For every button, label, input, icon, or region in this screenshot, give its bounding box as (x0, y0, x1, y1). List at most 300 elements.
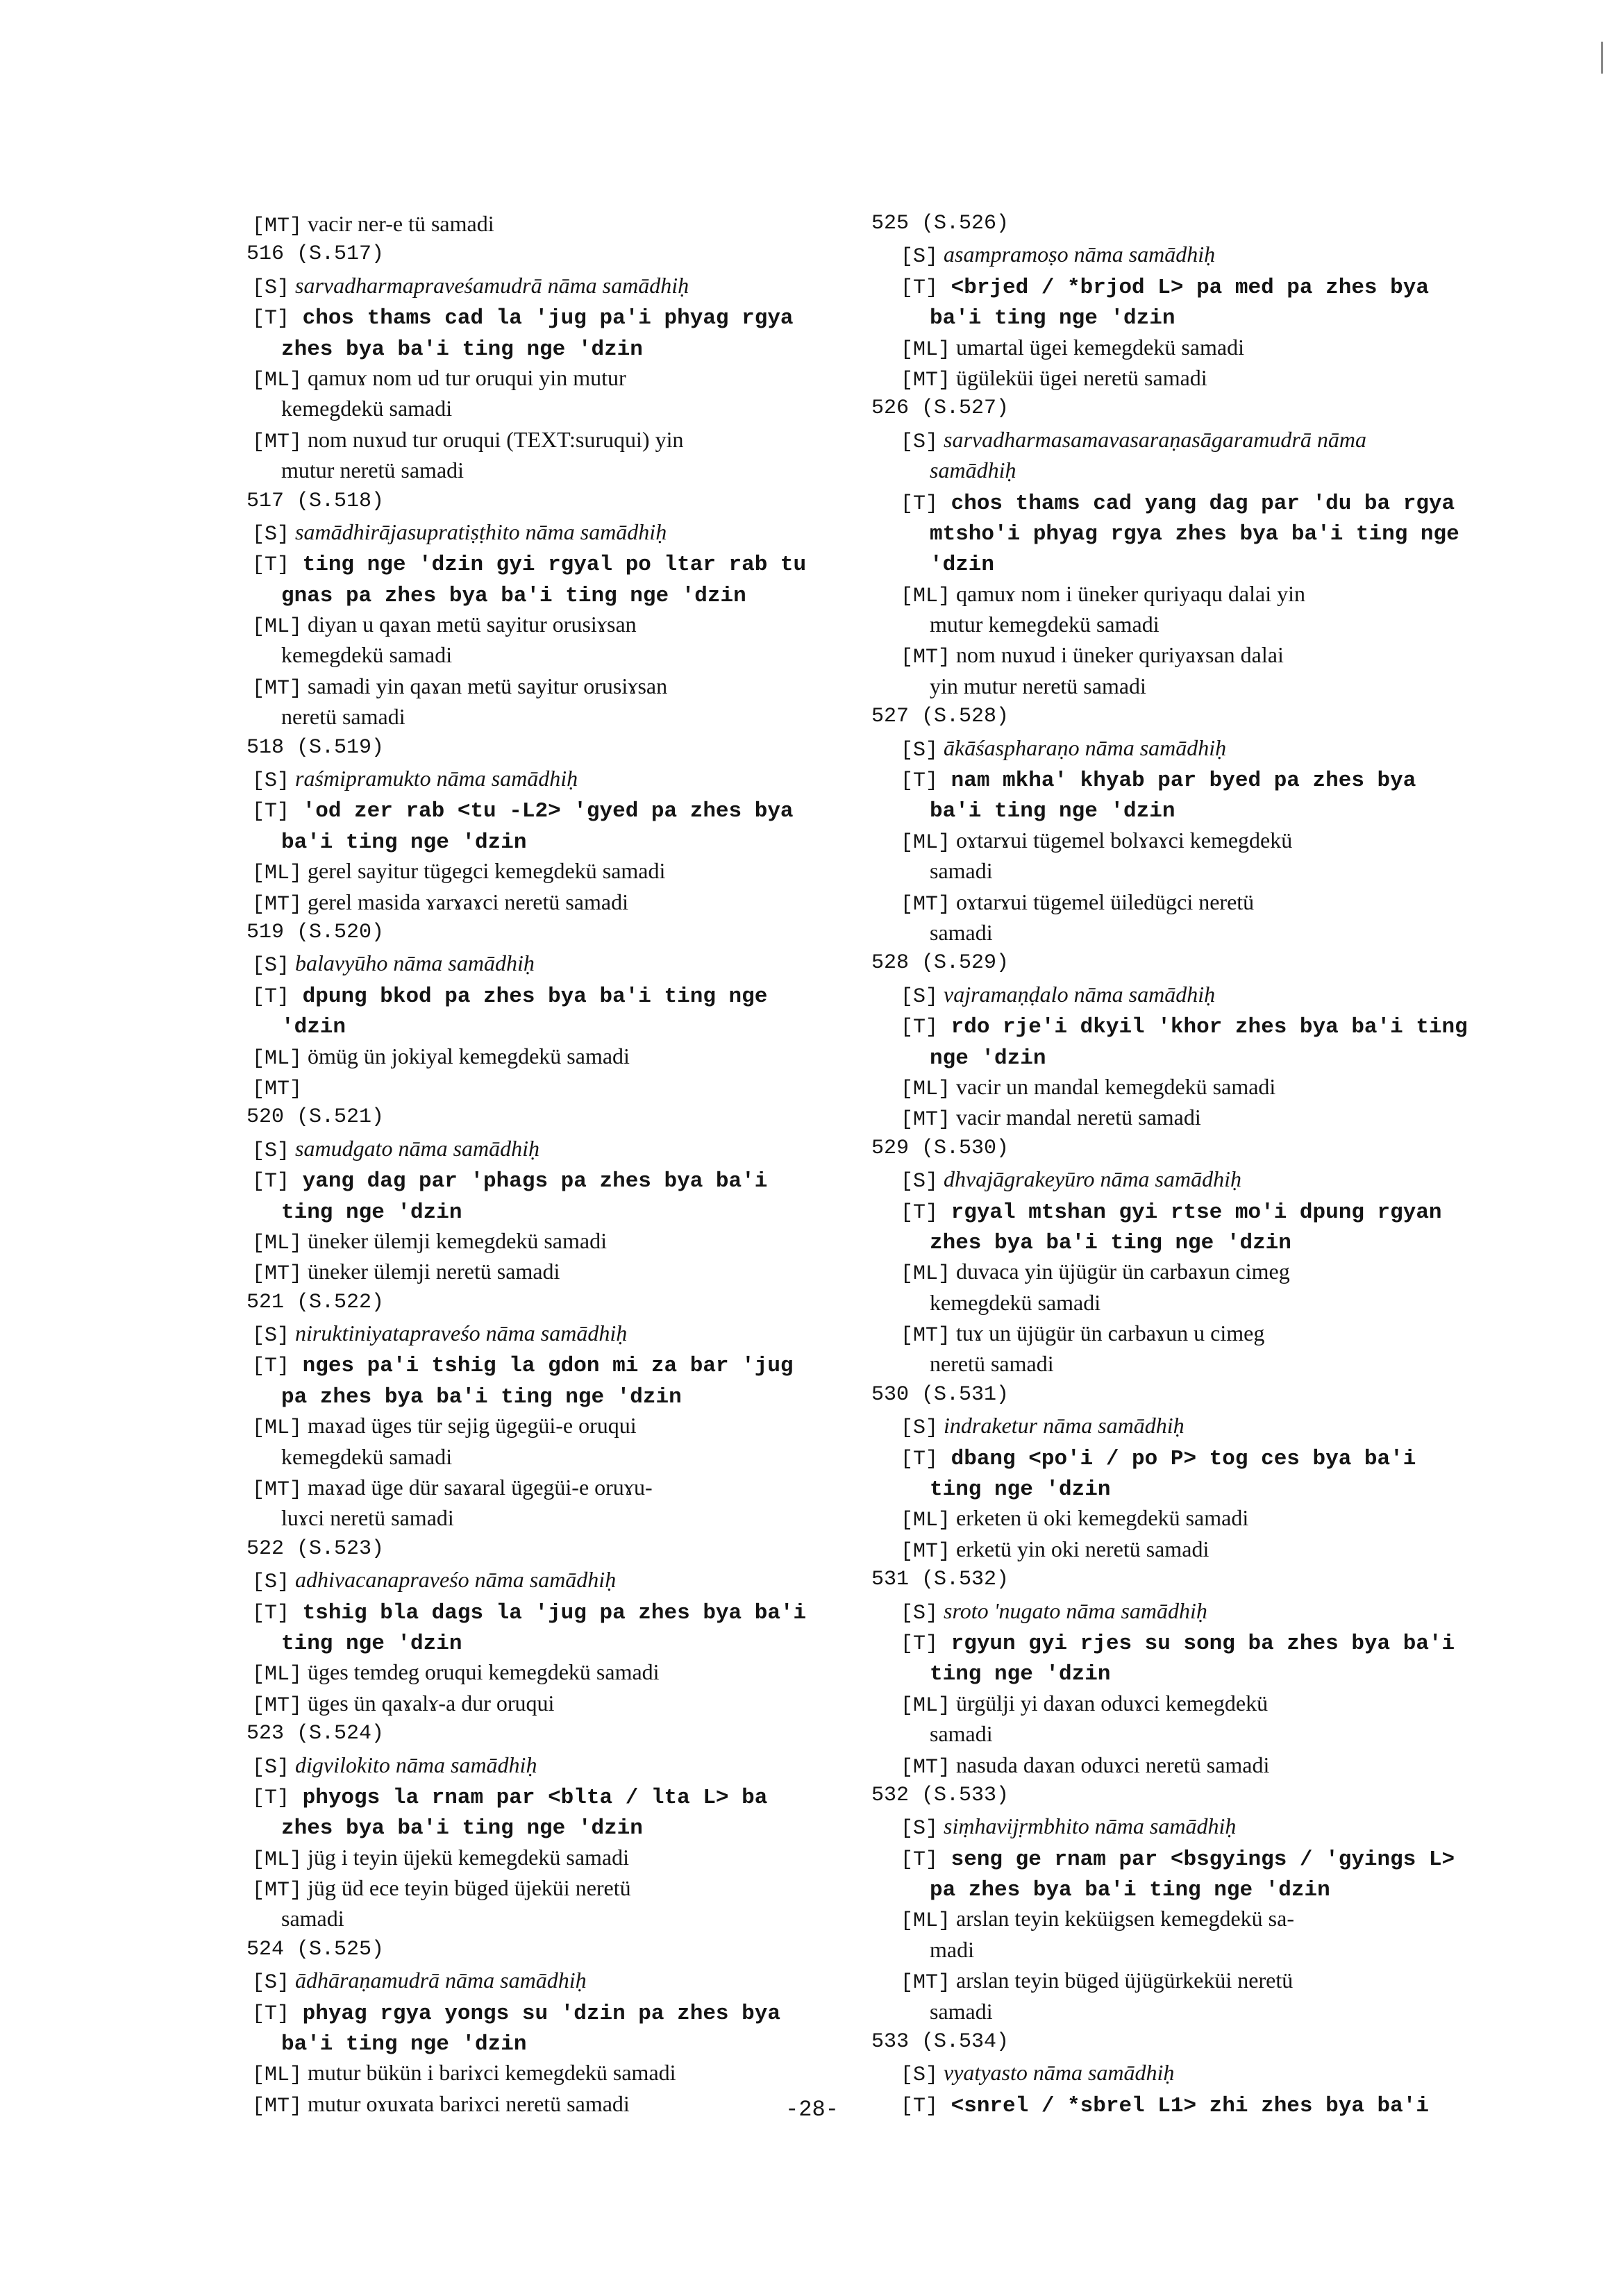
field-tag: [T] (901, 1632, 939, 1656)
field-line-mt (246, 1071, 837, 1102)
field-tag: [ML] (901, 1262, 951, 1287)
field-tag: [ML] (901, 1077, 951, 1101)
continuation-line (871, 517, 1482, 547)
line-text: ba'i ting nge 'dzin (281, 2032, 527, 2057)
field-tag: [S] (901, 984, 939, 1009)
continuation-line (871, 1348, 1482, 1379)
line-text: ömüg ün jokiyal kemegdekü samadi (302, 1043, 630, 1069)
continuation-line (246, 1380, 837, 1410)
line-text: sroto 'nugato nāma samādhiḥ (938, 1598, 1207, 1623)
field-tag: [S] (901, 245, 939, 269)
field-tag: [MT] (252, 1693, 303, 1718)
line-text: zhes bya ba'i ting nge 'dzin (281, 337, 643, 362)
line-text: ting nge 'dzin gyi rgyal po ltar rab tu (290, 553, 807, 578)
continuation-line (246, 701, 837, 732)
entry-number: 518 (S.519) (246, 735, 385, 760)
field-tag: [MT] (252, 1077, 303, 1101)
line-text: arslan teyin büged üjügürkeküi neretü (951, 1968, 1294, 1993)
continuation-line (871, 794, 1482, 824)
line-text: dpung bkod pa zhes bya ba'i ting nge (290, 984, 768, 1009)
entry-number: 528 (S.529) (871, 951, 1010, 975)
line-text: luɤci neretü samadi (281, 1505, 454, 1531)
continuation-line (246, 1441, 837, 1472)
line-text: mutur oɤuɤata bariɤci neretü samadi (302, 2090, 630, 2116)
field-line-mt (871, 887, 1482, 917)
field-tag: [ML] (252, 1663, 303, 1687)
line-text: neretü samadi (281, 704, 405, 730)
field-line-t (246, 1595, 837, 1626)
field-line-t (246, 1780, 837, 1811)
field-tag: [MT] (901, 1539, 951, 1564)
field-line-ml (246, 609, 837, 639)
line-text: ādhāraṇamudrā nāma samādhiḥ (290, 1968, 587, 1993)
line-text: <brjed / *brjod L> pa med pa zhes bya (938, 275, 1429, 300)
field-line-s (871, 1811, 1482, 1841)
field-line-t (871, 1441, 1482, 1472)
field-line-s (871, 239, 1482, 269)
continuation-line (246, 455, 837, 485)
entry-number: 530 (S.531) (871, 1382, 1010, 1407)
continuation-line (246, 1009, 837, 1040)
field-tag: [ML] (252, 368, 303, 392)
continuation-line (246, 393, 837, 424)
line-text: diyan u qaɤan metü sayitur orusiɤsan (302, 612, 637, 637)
line-text: samadi (930, 1998, 993, 2024)
field-tag: [S] (252, 769, 290, 794)
field-tag: [ML] (252, 1046, 303, 1071)
line-text: ürgülji yi daɤan oduɤci kemegdekü (951, 1690, 1269, 1716)
field-tag: [S] (901, 430, 939, 454)
field-tag: [S] (901, 1601, 939, 1625)
field-tag: [T] (252, 553, 290, 578)
field-line-mt (246, 424, 837, 455)
line-text: mutur bükün i bariɤci kemegdekü samadi (302, 2060, 676, 2086)
field-tag: [MT] (252, 676, 303, 701)
field-tag: [MT] (901, 1324, 951, 1348)
line-text: adhivacanapraveśo nāma samādhiḥ (290, 1567, 617, 1593)
continuation-line (871, 547, 1482, 578)
line-text: samadi (930, 1721, 993, 1747)
field-tag: [T] (901, 276, 939, 300)
continuation-line (871, 609, 1482, 639)
line-text: nge 'dzin (930, 1046, 1046, 1071)
entry-number: 517 (S.518) (246, 489, 385, 513)
field-line-ml (871, 332, 1482, 362)
continuation-line (246, 578, 837, 609)
line-text: zhes bya ba'i ting nge 'dzin (930, 1230, 1291, 1255)
entry-number: 531 (S.532) (871, 1568, 1010, 1592)
continuation-line (871, 1041, 1482, 1071)
field-line-ml (246, 2057, 837, 2088)
field-line-ml (246, 1410, 837, 1441)
field-tag: [T] (901, 492, 939, 516)
continuation-line (246, 1626, 837, 1657)
line-text: 'od zer rab <tu -L2> 'gyed pa zhes bya (290, 799, 794, 824)
continuation-line (871, 301, 1482, 331)
field-line-t (871, 1009, 1482, 1040)
field-tag: [ML] (901, 584, 951, 608)
field-line-mt (871, 1318, 1482, 1348)
continuation-line (246, 1903, 837, 1934)
field-tag: [S] (252, 954, 290, 978)
field-line-t (246, 979, 837, 1009)
line-text: jüg üd ece teyin büged üjeküi neretü (302, 1875, 631, 1901)
line-text: qamuɤ nom ud tur oruqui yin mutur (302, 364, 626, 390)
field-line-ml (871, 1256, 1482, 1287)
continuation-line (871, 1472, 1482, 1502)
field-line-t (871, 1626, 1482, 1657)
field-tag: [MT] (252, 215, 303, 238)
continuation-line (871, 1934, 1482, 1965)
field-tag: [T] (252, 800, 290, 824)
line-text: üneker ülemji kemegdekü samadi (302, 1227, 607, 1253)
continuation-line (871, 1657, 1482, 1687)
field-line-t (871, 763, 1482, 794)
field-tag: [S] (252, 1324, 290, 1348)
field-line-s (871, 732, 1482, 763)
line-text: sarvadharmapraveśamudrā nāma samādhiḥ (290, 272, 689, 298)
continuation-line (871, 1287, 1482, 1318)
line-text: rgyal mtshan gyi rtse mo'i dpung rgyan (938, 1200, 1442, 1225)
line-text: ākāśaspharaṇo nāma samādhiḥ (938, 735, 1227, 760)
field-tag: [T] (252, 307, 290, 331)
field-line-t (246, 1164, 837, 1194)
field-tag: [ML] (252, 1231, 303, 1255)
field-line-s (246, 270, 837, 301)
line-text: samādhiḥ (930, 458, 1016, 483)
field-line-ml (871, 578, 1482, 609)
field-tag: [T] (252, 1170, 290, 1194)
line-text: ting nge 'dzin (930, 1662, 1111, 1687)
entry-number: 522 (S.523) (246, 1536, 385, 1561)
line-text: gnas pa zhes bya ba'i ting nge 'dzin (281, 583, 746, 608)
field-line-s (246, 948, 837, 978)
field-line-mt (246, 671, 837, 701)
field-line-t (246, 1348, 837, 1379)
field-line-mt (246, 1472, 837, 1502)
field-line-mt (246, 1872, 837, 1903)
field-line-ml (871, 1903, 1482, 1934)
line-text: 'dzin (281, 1015, 346, 1040)
field-line-ml (246, 1842, 837, 1872)
line-text: tuɤ un üjügür ün carbaɤun u cimeg (951, 1321, 1265, 1346)
line-text: kemegdekü samadi (281, 396, 453, 421)
line-text: dbang <po'i / po P> tog ces bya ba'i (938, 1446, 1416, 1471)
line-text: kemegdekü samadi (930, 1289, 1101, 1315)
left-column (246, 208, 837, 2119)
line-text: üneker ülemji neretü samadi (302, 1259, 560, 1284)
entry-number: 520 (S.521) (246, 1105, 385, 1130)
continuation-line (246, 332, 837, 362)
field-tag: [ML] (252, 1416, 303, 1441)
field-tag: [S] (252, 522, 290, 546)
field-tag: [ML] (901, 1509, 951, 1533)
line-text: balavyūho nāma samādhiḥ (290, 950, 535, 976)
field-tag: [T] (252, 1601, 290, 1625)
line-text: üges temdeg oruqui kemegdekü samadi (302, 1659, 660, 1685)
continuation-line (246, 639, 837, 670)
line-text: arslan teyin keküigsen kemegdekü sa- (951, 1906, 1294, 1932)
entry-number: 521 (S.522) (246, 1290, 385, 1314)
line-text: niruktiniyatapraveśo nāma samādhiḥ (290, 1321, 628, 1346)
line-text: sarvadharmasamavasaraṇasāgaramudrā nāma (938, 426, 1366, 452)
field-tag: [MT] (252, 1262, 303, 1287)
field-tag: [T] (901, 1200, 939, 1225)
line-text: samadi (930, 919, 993, 945)
line-text: phyogs la rnam par <blta / lta L> ba (290, 1785, 768, 1810)
line-text: raśmipramukto nāma samādhiḥ (290, 766, 578, 791)
line-text: vajramaṇḍalo nāma samādhiḥ (938, 981, 1216, 1007)
field-line-t (246, 301, 837, 331)
field-tag: [S] (901, 738, 939, 762)
line-text: samadi (281, 1906, 344, 1932)
line-text: chos thams cad la 'jug pa'i phyag rgya (290, 306, 794, 331)
line-text: phyag rgya yongs su 'dzin pa zhes bya (290, 2001, 780, 2026)
field-tag: [ML] (901, 830, 951, 855)
field-tag: [T] (901, 769, 939, 794)
field-line-ml (246, 362, 837, 393)
field-line-s (871, 1595, 1482, 1626)
line-text: erketü yin oki neretü samadi (951, 1536, 1209, 1561)
field-line-s (871, 2057, 1482, 2088)
field-tag: [ML] (901, 1909, 951, 1934)
field-line-s (246, 1133, 837, 1164)
field-tag: [MT] (901, 892, 951, 916)
field-tag: [T] (252, 1786, 290, 1810)
field-line-ml (246, 855, 837, 886)
field-tag: [MT] (252, 2094, 303, 2118)
field-tag: [ML] (252, 2063, 303, 2088)
entry-number: 516 (S.517) (246, 242, 385, 267)
line-text: tshig bla dags la 'jug pa zhes bya ba'i (290, 1600, 807, 1625)
field-tag: [MT] (901, 1108, 951, 1132)
field-line-mt (246, 1688, 837, 1718)
field-tag: [S] (901, 1817, 939, 1841)
continuation-line (871, 1225, 1482, 1256)
field-line-ml (871, 825, 1482, 855)
field-line-mt (246, 887, 837, 917)
field-line-s (246, 1750, 837, 1780)
line-text: oɤtarɤui tügemel bolɤaɤci kemegdekü (951, 827, 1293, 853)
line-text: dhvajāgrakeyūro nāma samādhiḥ (938, 1166, 1241, 1192)
line-text: madi (930, 1936, 974, 1962)
line-text: kemegdekü samadi (281, 642, 453, 668)
entry-number: 533 (S.534) (871, 2030, 1010, 2054)
field-line-ml (871, 1071, 1482, 1102)
field-tag: [T] (901, 1016, 939, 1040)
entry-number: 519 (S.520) (246, 920, 385, 944)
field-tag: [S] (901, 2063, 939, 2088)
line-text: mutur neretü samadi (281, 458, 464, 483)
continuation-line (871, 1872, 1482, 1903)
field-tag: [ML] (901, 337, 951, 362)
field-line-t (246, 547, 837, 578)
continuation-line (871, 1718, 1482, 1749)
line-text: rdo rje'i dkyil 'khor zhes bya ba'i ting (938, 1015, 1468, 1040)
line-text: chos thams cad yang dag par 'du ba rgya (938, 491, 1455, 516)
field-tag: [MT] (252, 1879, 303, 1903)
field-line-t (246, 1996, 837, 2027)
entry-number: 523 (S.524) (246, 1722, 385, 1746)
field-tag: [ML] (901, 1693, 951, 1718)
line-text: nam mkha' khyab par byed pa zhes bya (938, 769, 1416, 794)
line-text: jüg i teyin üjekü kemegdekü samadi (302, 1844, 630, 1870)
line-text: maɤad üges tür sejig ügegüi-e oruqui (302, 1413, 637, 1439)
field-tag: [S] (901, 1416, 939, 1441)
continuation-line (246, 1195, 837, 1225)
line-text: pa zhes bya ba'i ting nge 'dzin (930, 1878, 1330, 1903)
line-text: duvaca yin üjügür ün carbaɤun cimeg (951, 1259, 1290, 1284)
entry-number: 527 (S.528) (871, 705, 1010, 729)
field-line-mt (871, 1102, 1482, 1132)
line-text: umartal ügei kemegdekü samadi (951, 334, 1244, 360)
line-text: yin mutur neretü samadi (930, 673, 1146, 698)
line-text: gerel sayitur tügegci kemegdekü samadi (302, 858, 666, 884)
field-line-t (871, 1195, 1482, 1225)
field-tag: [T] (901, 2094, 939, 2118)
field-tag: [S] (252, 1139, 290, 1163)
field-tag: [ML] (252, 862, 303, 886)
line-text: 'dzin (930, 553, 995, 578)
field-tag: [S] (252, 1755, 290, 1779)
field-line-mt (871, 639, 1482, 670)
line-text: oɤtarɤui tügemel üiledügci neretü (951, 889, 1255, 914)
line-text: indraketur nāma samādhiḥ (938, 1413, 1184, 1439)
line-text: maɤad üge dür saɤaral ügegüi-e oruɤu- (302, 1475, 653, 1500)
line-text: zhes bya ba'i ting nge 'dzin (281, 1816, 643, 1841)
entry-number: 525 (S.526) (871, 212, 1010, 235)
continuation-line (871, 917, 1482, 948)
continuation-line (871, 855, 1482, 886)
scan-mark (1601, 42, 1603, 74)
field-line-s (246, 763, 837, 794)
field-tag: [ML] (252, 615, 303, 639)
line-text: qamuɤ nom i üneker quriyaqu dalai yin (951, 580, 1305, 606)
field-tag: [T] (252, 1355, 290, 1379)
line-text: vacir ner-e tü samadi (302, 211, 494, 236)
field-line-s (246, 1318, 837, 1348)
line-text: vacir un mandal kemegdekü samadi (951, 1073, 1276, 1099)
line-text: rgyun gyi rjes su song ba zhes bya ba'i (938, 1631, 1455, 1656)
line-text: <snrel / *sbrel L1> zhi zhes bya ba'i (938, 2093, 1429, 2118)
field-tag: [MT] (901, 646, 951, 670)
line-text: siṃhavijṛmbhito nāma samādhiḥ (938, 1813, 1237, 1839)
line-text: kemegdekü samadi (281, 1443, 453, 1469)
field-line-s (246, 1965, 837, 1995)
field-tag: [MT] (901, 1971, 951, 1995)
line-text: gerel masida ɤarɤaɤci neretü samadi (302, 889, 628, 914)
continuation-line (871, 1996, 1482, 2027)
field-line-s (246, 1564, 837, 1595)
line-text: nasuda daɤan oduɤci neretü samadi (951, 1752, 1270, 1777)
line-text: samudgato nāma samādhiḥ (290, 1135, 540, 1161)
page-number: -28- (785, 2097, 839, 2122)
continuation-line (246, 1502, 837, 1533)
field-line-s (871, 1164, 1482, 1194)
field-line-ml (246, 1225, 837, 1256)
field-tag: [T] (901, 1847, 939, 1872)
line-text: nom nuɤud tur oruqui (TEXT:suruqui) yin (302, 426, 684, 452)
field-tag: [S] (901, 1170, 939, 1194)
field-line-s (246, 517, 837, 547)
right-column (871, 208, 1482, 2119)
field-line-s (871, 424, 1482, 455)
line-text: ting nge 'dzin (281, 1200, 462, 1225)
line-text: vyatyasto nāma samādhiḥ (938, 2060, 1175, 2086)
line-text: pa zhes bya ba'i ting nge 'dzin (281, 1384, 682, 1409)
field-line-ml (246, 1657, 837, 1687)
line-text: ting nge 'dzin (930, 1477, 1111, 1502)
line-text: samadi yin qaɤan metü sayitur orusiɤsan (302, 673, 668, 698)
continuation-line (246, 825, 837, 855)
line-text: neretü samadi (930, 1351, 1054, 1377)
field-tag: [MT] (901, 1755, 951, 1779)
continuation-line (246, 2027, 837, 2057)
entry-number: 532 (S.533) (871, 1783, 1010, 1807)
entry-number: 529 (S.530) (871, 1136, 1010, 1160)
line-text: yang dag par 'phags pa zhes bya ba'i (290, 1169, 768, 1194)
line-text: seng ge rnam par <bsgyings / 'gyings L> (938, 1847, 1455, 1872)
entry-number: 526 (S.527) (871, 396, 1010, 421)
field-tag: [S] (252, 276, 290, 300)
field-line-mt (246, 208, 837, 239)
line-text: erketen ü oki kemegdekü samadi (951, 1505, 1249, 1531)
line-text: mtsho'i phyag rgya zhes bya ba'i ting nge (930, 521, 1459, 546)
entry-number: 524 (S.525) (246, 1937, 385, 1961)
field-line-ml (246, 1041, 837, 1071)
field-tag: [S] (252, 1570, 290, 1595)
field-line-t (246, 794, 837, 824)
line-text: samādhirājasupratiṣṭhito nāma samādhiḥ (290, 519, 667, 544)
line-text: ügüleküi ügei neretü samadi (951, 364, 1207, 390)
field-tag: [T] (252, 984, 290, 1009)
line-text: üges ün qaɤalɤ-a dur oruqui (302, 1690, 555, 1716)
field-line-mt (871, 362, 1482, 393)
field-line-ml (871, 1502, 1482, 1533)
line-text: samadi (930, 858, 993, 884)
line-text: vacir mandal neretü samadi (951, 1105, 1201, 1130)
field-line-mt (246, 1256, 837, 1287)
continuation-line (871, 671, 1482, 701)
field-tag: [T] (252, 2002, 290, 2026)
field-line-ml (871, 1688, 1482, 1718)
line-text: ting nge 'dzin (281, 1631, 462, 1656)
line-text: ba'i ting nge 'dzin (281, 830, 527, 855)
field-tag: [MT] (252, 430, 303, 454)
line-text: ba'i ting nge 'dzin (930, 799, 1175, 824)
field-tag: [T] (901, 1447, 939, 1471)
line-text: nges pa'i tshig la gdon mi za bar 'jug (290, 1354, 794, 1379)
line-text: ba'i ting nge 'dzin (930, 306, 1175, 331)
continuation-line (246, 1811, 837, 1841)
field-tag: [ML] (252, 1847, 303, 1872)
field-tag: [MT] (252, 892, 303, 916)
field-tag: [MT] (252, 1478, 303, 1502)
field-line-mt (871, 1965, 1482, 1995)
field-line-mt (871, 1750, 1482, 1780)
field-tag: [S] (252, 1971, 290, 1995)
field-line-s (871, 979, 1482, 1009)
field-tag: [MT] (901, 368, 951, 392)
line-text: nom nuɤud i üneker quriyaɤsan dalai (951, 642, 1284, 668)
field-line-s (871, 1410, 1482, 1441)
field-line-t (871, 1842, 1482, 1872)
field-line-t (871, 486, 1482, 517)
field-line-t (871, 270, 1482, 301)
line-text: asampramoṣo nāma samādhiḥ (938, 242, 1216, 267)
continuation-line (871, 455, 1482, 485)
field-line-mt (871, 1534, 1482, 1564)
